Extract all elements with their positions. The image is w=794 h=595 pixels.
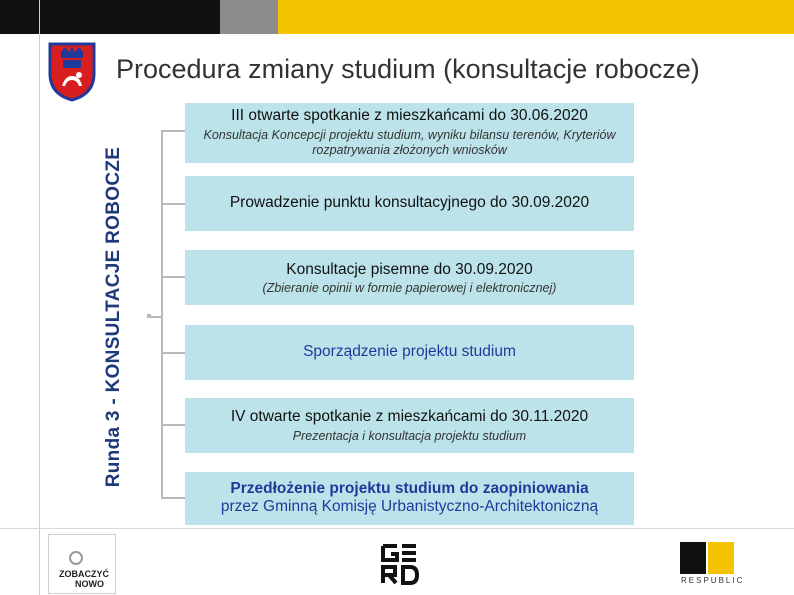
connector-vertical bbox=[161, 130, 163, 498]
gerd-logo-icon bbox=[380, 543, 420, 585]
step-title: Sporządzenie projektu studium bbox=[303, 343, 516, 360]
top-bar-gray bbox=[220, 0, 278, 34]
zobaczyc-logo bbox=[48, 534, 116, 594]
step-title: Konsultacje pisemne do 30.09.2020 bbox=[286, 261, 533, 278]
connector bbox=[161, 276, 185, 278]
top-bar-black bbox=[0, 0, 220, 34]
top-bar-yellow bbox=[278, 0, 794, 34]
step-box-1 bbox=[185, 103, 634, 163]
logo-line-1: ZOBACZYĆ bbox=[59, 569, 109, 579]
connector bbox=[161, 203, 185, 205]
logo-block-yellow bbox=[708, 542, 734, 574]
logo-circle-icon bbox=[69, 551, 83, 565]
logo-text: RESPUBLIC bbox=[681, 576, 745, 585]
logo-line-2: NOWO bbox=[75, 579, 104, 589]
step-subtitle: Prezentacja i konsultacja projektu studium bbox=[292, 429, 527, 443]
logo-block-dark bbox=[680, 542, 706, 574]
connector bbox=[161, 130, 185, 132]
step-title: IV otwarte spotkanie z mieszkańcami do 30.11.2020 bbox=[230, 408, 589, 425]
step-box-4 bbox=[185, 325, 634, 380]
side-label: Runda 3 - KONSULTACJE ROBOCZE bbox=[103, 146, 124, 488]
step-title: Przedłożenie projektu studium do zaopiniowania bbox=[230, 480, 589, 497]
connector bbox=[147, 316, 163, 318]
coat-of-arms-icon bbox=[47, 40, 97, 102]
step-box-2 bbox=[185, 176, 634, 231]
step-box-5 bbox=[185, 398, 634, 453]
bottom-divider bbox=[0, 528, 794, 529]
step-title: III otwarte spotkanie z mieszkańcami do 30.06.2020 bbox=[231, 107, 588, 124]
connector bbox=[161, 352, 185, 354]
connector bbox=[161, 497, 185, 499]
side-label-box bbox=[79, 112, 149, 522]
step-box-3 bbox=[185, 250, 634, 305]
left-divider bbox=[39, 0, 40, 595]
step-subtitle: przez Gminną Komisję Urbanistyczno-Architektoniczną bbox=[220, 498, 599, 515]
slide-title: Procedura zmiany studium (konsultacje robocze) bbox=[116, 54, 700, 84]
step-box-6 bbox=[185, 472, 634, 525]
step-title: Prowadzenie punktu konsultacyjnego do 30.09.2020 bbox=[229, 194, 590, 211]
step-subtitle: (Zbieranie opinii w formie papierowej i elektronicznej) bbox=[262, 281, 557, 295]
respublic-logo bbox=[680, 540, 745, 590]
connector bbox=[161, 424, 185, 426]
step-subtitle: Konsultacja Koncepcji projektu studium, wyniku bilansu terenów, Kryteriów rozpatrywania złożonych wniosków bbox=[203, 128, 616, 157]
